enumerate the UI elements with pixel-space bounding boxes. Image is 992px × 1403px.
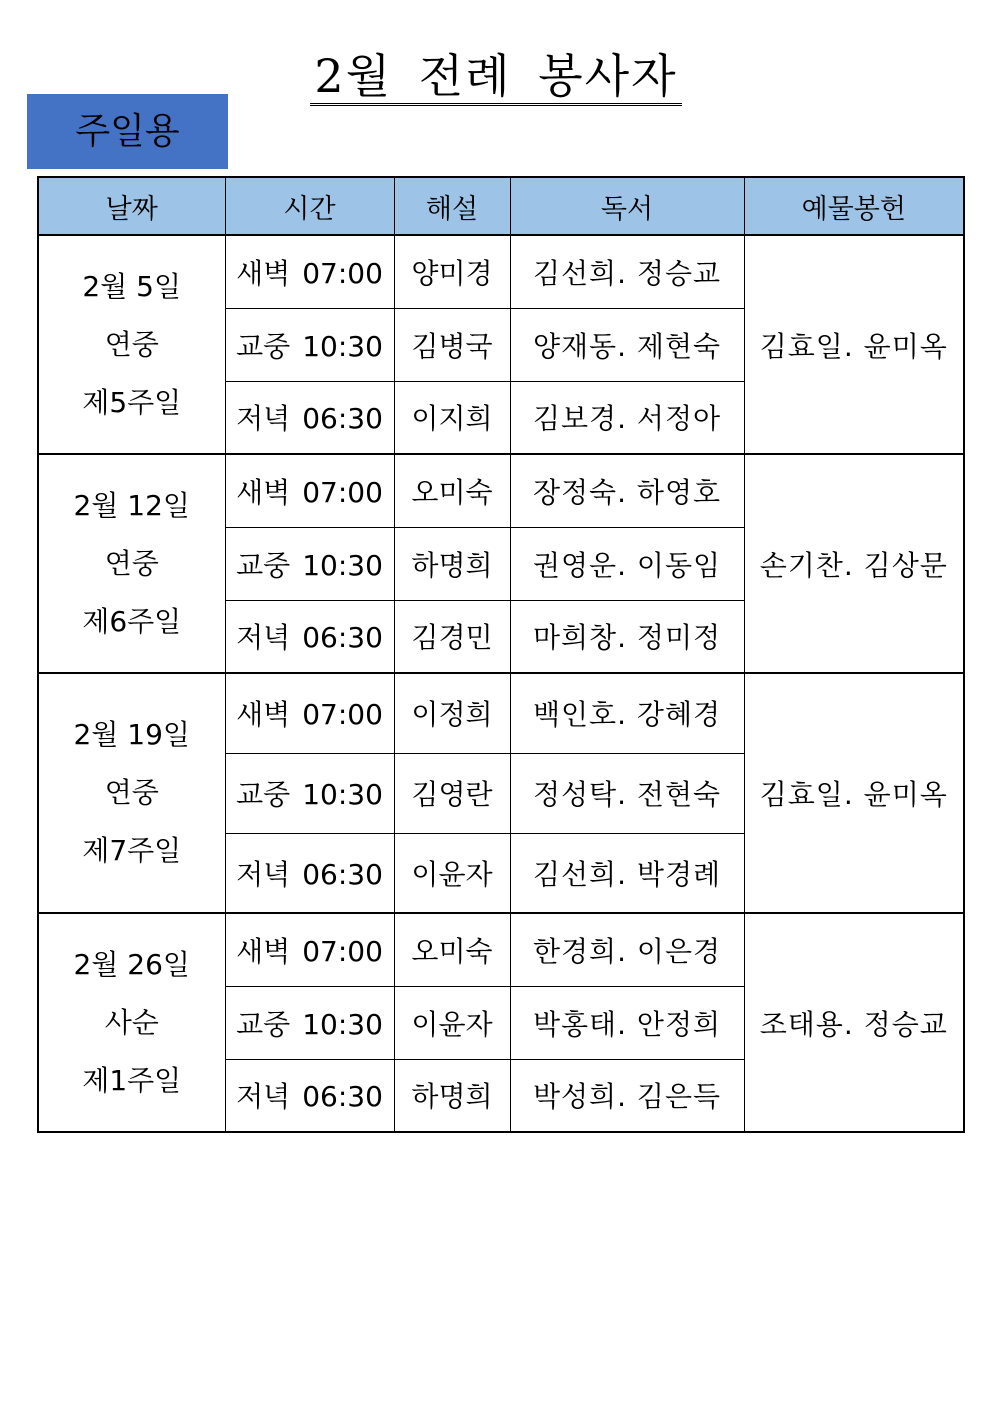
time-label: 06:30: [302, 621, 383, 655]
category-badge: 주일용: [27, 94, 228, 169]
header-reading: 독서: [510, 177, 744, 235]
slot-label: 새벽: [236, 934, 291, 968]
date-cell: [38, 913, 225, 1132]
time-label: 07:00: [302, 256, 383, 290]
readers-cell: 장정숙. 하영호: [510, 454, 744, 527]
time-cell: [225, 308, 394, 381]
season-text: 연중: [104, 327, 159, 361]
commentator-cell: 이정희: [394, 673, 510, 753]
header-row: [38, 177, 964, 235]
readers-cell: 권영운. 이동임: [510, 527, 744, 600]
week-text: 제6주일: [82, 604, 182, 638]
commentator-cell: 하명희: [394, 1059, 510, 1132]
slot-label: 새벽: [236, 256, 291, 290]
time-label: 10:30: [302, 1007, 383, 1041]
slot-label: 새벽: [236, 698, 291, 732]
commentator-cell: 이윤자: [394, 833, 510, 913]
time-label: 07:00: [302, 934, 383, 968]
offering-cell: 김효일. 윤미옥: [744, 673, 964, 913]
time-cell: [225, 454, 394, 527]
commentator-cell: 김영란: [394, 753, 510, 833]
time-cell: [225, 600, 394, 673]
readers-cell: 마희창. 정미정: [510, 600, 744, 673]
time-cell: [225, 753, 394, 833]
week-text: 제1주일: [82, 1063, 182, 1097]
commentator-cell: 이윤자: [394, 986, 510, 1059]
time-label: 06:30: [302, 1080, 383, 1114]
time-label: 07:00: [302, 698, 383, 732]
offering-cell: 김효일. 윤미옥: [744, 235, 964, 454]
commentator-cell: 오미숙: [394, 454, 510, 527]
readers-cell: 양재동. 제현숙: [510, 308, 744, 381]
table-row: [38, 454, 964, 527]
week-text: 제5주일: [82, 385, 182, 419]
commentator-cell: 양미경: [394, 235, 510, 308]
time-label: 07:00: [302, 475, 383, 509]
slot-label: 교중: [236, 548, 291, 582]
slot-label: 새벽: [236, 475, 291, 509]
season-text: 연중: [104, 546, 159, 580]
time-label: 10:30: [302, 778, 383, 811]
date-text: 2월 12일: [73, 488, 190, 522]
header-date: 날짜: [38, 177, 225, 235]
slot-label: 저녁: [236, 857, 291, 891]
time-label: 10:30: [302, 329, 383, 363]
header-commentator: 해설: [394, 177, 510, 235]
header-time: 시간: [225, 177, 394, 235]
date-cell: [38, 454, 225, 673]
time-cell: [225, 381, 394, 454]
season-text: 사순: [104, 1005, 159, 1039]
offering-cell: 손기찬. 김상문: [744, 454, 964, 673]
time-cell: [225, 913, 394, 986]
time-cell: [225, 986, 394, 1059]
commentator-cell: 김병국: [394, 308, 510, 381]
slot-label: 교중: [236, 1007, 291, 1041]
readers-cell: 정성탁. 전현숙: [510, 753, 744, 833]
table-row: [38, 913, 964, 986]
time-label: 10:30: [302, 548, 383, 582]
season-text: 연중: [104, 776, 159, 809]
slot-label: 저녁: [236, 621, 291, 655]
schedule-table: [37, 176, 965, 1133]
readers-cell: 박성희. 김은득: [510, 1059, 744, 1132]
slot-label: 교중: [236, 778, 291, 811]
commentator-cell: 이지희: [394, 381, 510, 454]
time-cell: [225, 527, 394, 600]
commentator-cell: 오미숙: [394, 913, 510, 986]
readers-cell: 김선희. 정승교: [510, 235, 744, 308]
date-text: 2월 19일: [73, 718, 190, 751]
time-cell: [225, 235, 394, 308]
page-title-text: 2월 전례 봉사자: [310, 49, 681, 106]
date-text: 2월 5일: [82, 269, 182, 303]
date-cell: [38, 235, 225, 454]
table-row: [38, 673, 964, 753]
header-offering: 예물봉헌: [744, 177, 964, 235]
readers-cell: 한경희. 이은경: [510, 913, 744, 986]
readers-cell: 박홍태. 안정희: [510, 986, 744, 1059]
offering-cell: 조태용. 정승교: [744, 913, 964, 1132]
commentator-cell: 김경민: [394, 600, 510, 673]
time-label: 06:30: [302, 402, 383, 436]
slot-label: 저녁: [236, 1080, 291, 1114]
date-text: 2월 26일: [73, 947, 190, 981]
commentator-cell: 하명희: [394, 527, 510, 600]
slot-label: 저녁: [236, 402, 291, 436]
time-cell: [225, 673, 394, 753]
date-cell: [38, 673, 225, 913]
time-cell: [225, 1059, 394, 1132]
time-cell: [225, 833, 394, 913]
readers-cell: 김선희. 박경례: [510, 833, 744, 913]
readers-cell: 백인호. 강혜경: [510, 673, 744, 753]
time-label: 06:30: [302, 857, 383, 891]
week-text: 제7주일: [82, 834, 182, 867]
table-row: [38, 235, 964, 308]
readers-cell: 김보경. 서정아: [510, 381, 744, 454]
slot-label: 교중: [236, 329, 291, 363]
